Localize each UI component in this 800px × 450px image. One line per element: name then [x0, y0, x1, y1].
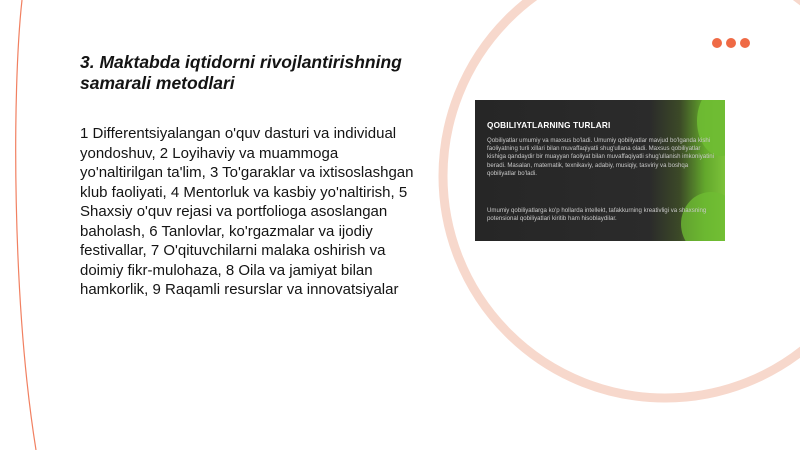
dot [740, 38, 750, 48]
card-heading: QOBILIYATLARNING TURLARI [487, 121, 611, 130]
menu-dots-icon [712, 38, 750, 50]
slide-body-text: 1 Differentsiyalangan o'quv dasturi va individual yondoshuv, 2 Loyihaviy va muammoga yo'naltirilgan ta'lim, 3 To'garaklar va ixtisoslashgan klub faoliyati, 4 Mentorluk va kasbiy yo'naltirish, 5 Shaxsiy o'quv rejasi va portfolioga asoslangan baholash, 6 Tanlovlar, ko'rgazmalar va ijodiy festivallar, 7 O'qituvchilarni malaka oshirish va doimiy fikr-mulohaza, 8 Oila va jamiyat bilan hamkorlik, 9 Raqamli resurslar va innovatsiyalar [80, 125, 414, 298]
dot [726, 38, 736, 48]
info-card-image [475, 100, 725, 241]
dot [712, 38, 722, 48]
card-paragraph: Qobiliyatlar umumiy va maxsus bo'ladi. Umumiy qobiliyatlar mavjud bo'lganda kishi faoliyatning turli xillari bilan muvaffaqiyatli shug'ullana oladi. Maxsus qobiliyatlar kishiga qandaydir bir muayyan faoliyat bilan muvaffaqiyatli shug'ullanish imkoniyatini beradi. Masalan, matematik, texnikaviy, adabiy, musiqiy, tasviriy va boshqa qobiliyatlar bo'ladi. [487, 137, 714, 177]
slide-title: 3. Maktabda iqtidorni rivojlantirishning samarali metodlari [80, 52, 402, 93]
left-arc [16, 0, 36, 450]
card-paragraph: Umumiy qobiliyatlarga ko'p hollarda intellekt, tafakkurning kreativligi va shaxsning potensional qobiliyatlari kiritib ham hisoblaydilar. [487, 207, 707, 223]
